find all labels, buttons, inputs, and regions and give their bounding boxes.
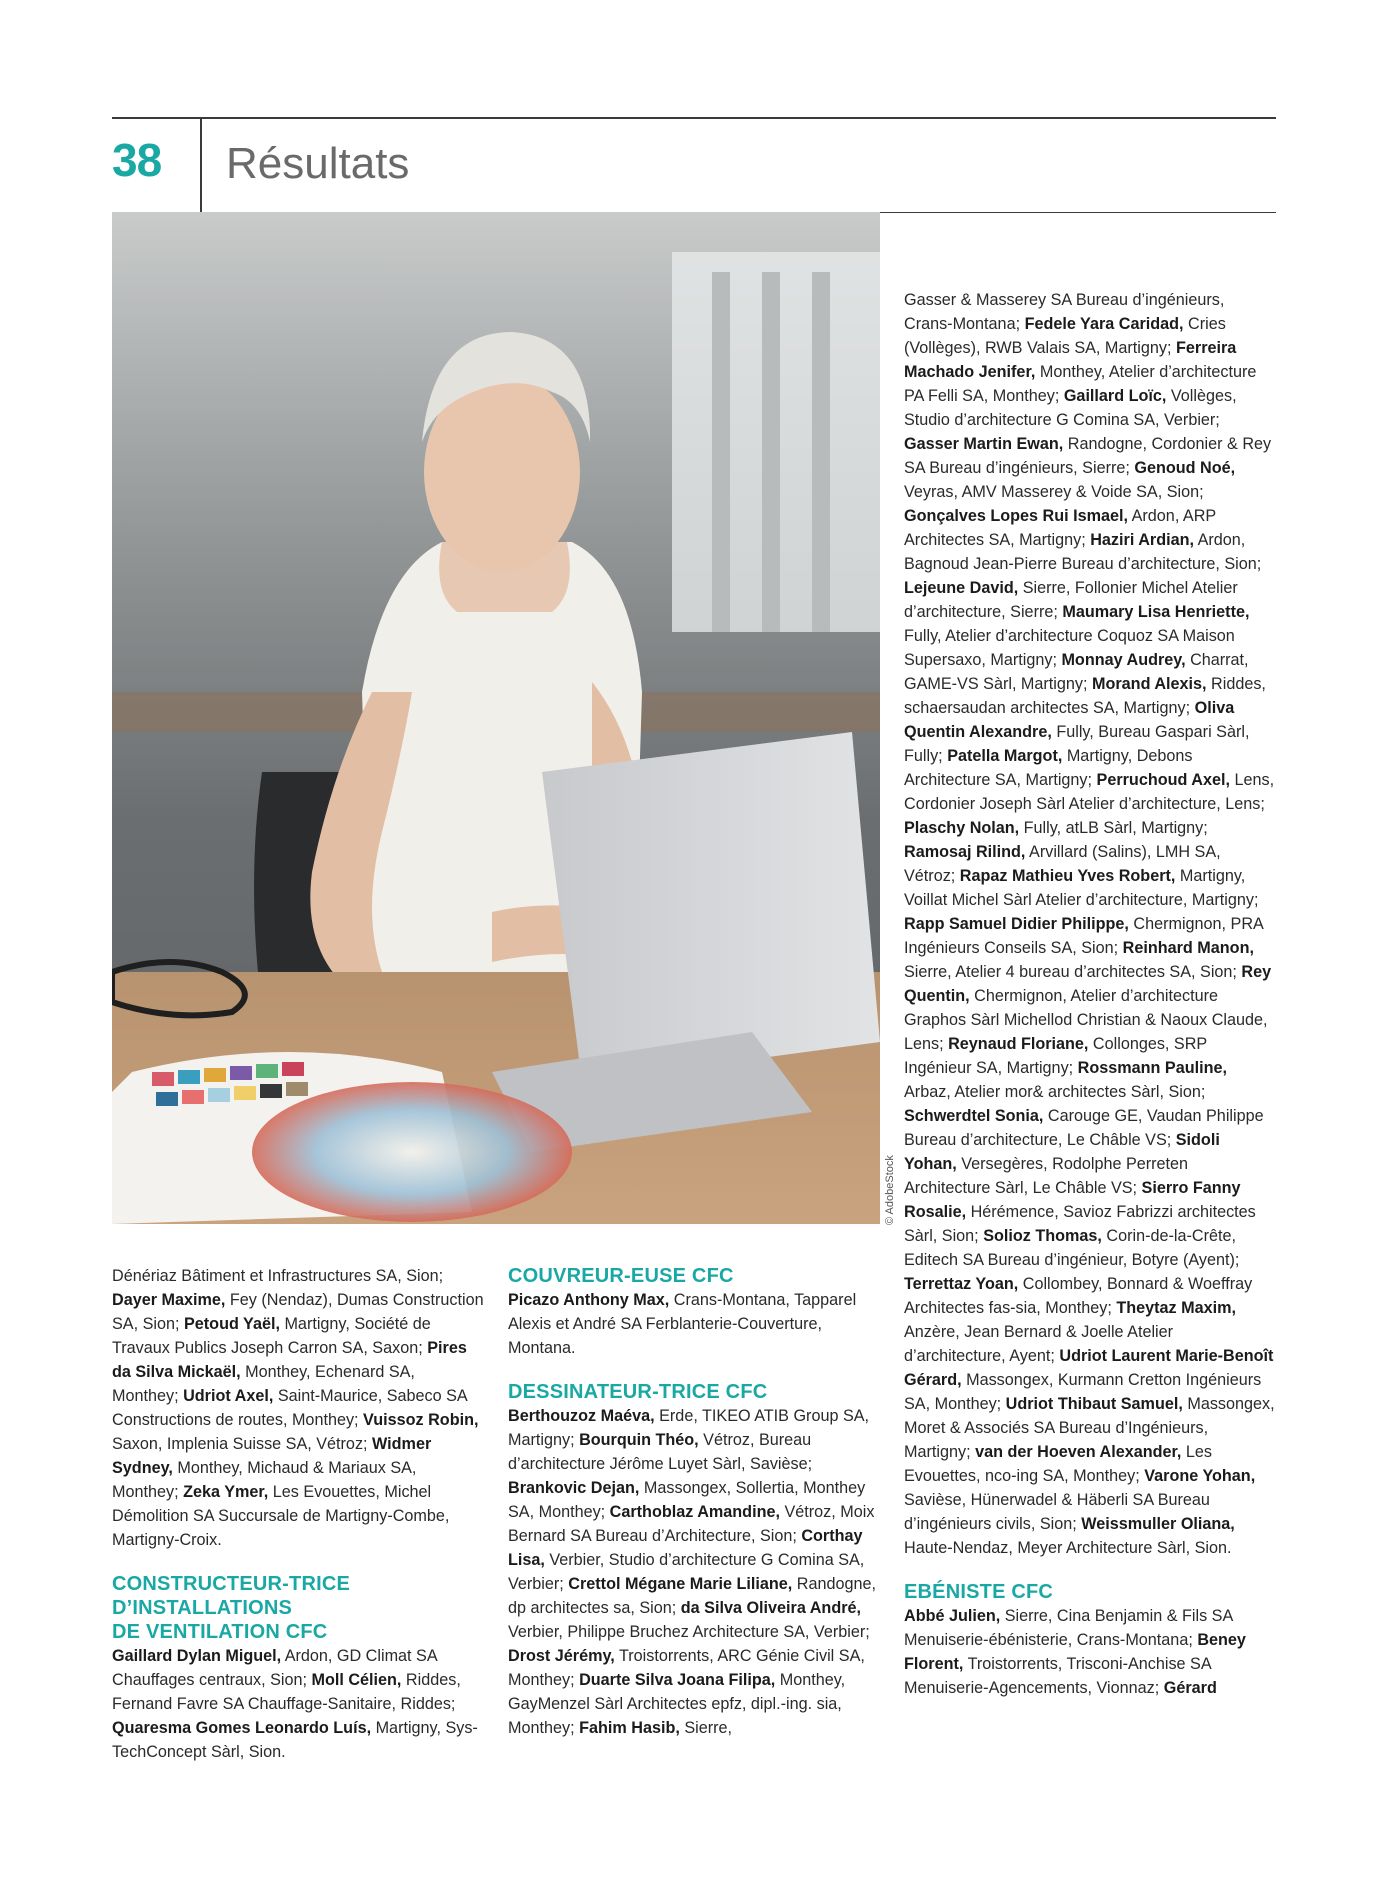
trade-heading-line: EBÉNISTE CFC <box>904 1581 1054 1603</box>
photo-woman-at-laptop <box>112 212 880 1224</box>
trade-heading <box>508 1264 880 1288</box>
location-employer: Hérémence, Savioz Fabrizzi architectes Sàrl, Sion; <box>904 1203 1256 1245</box>
graduate-name: Moll Célien, <box>311 1671 402 1689</box>
location-employer: Riddes, Fernand Favre SA Chauffage-Sanitaire, Riddes; <box>112 1671 461 1713</box>
graduate-name: Rapp Samuel Didier Philippe, <box>904 915 1129 933</box>
graduate-name: Corthay Lisa, <box>508 1527 863 1569</box>
location-employer: Cries (Vollèges), RWB Valais SA, Martigny; <box>904 315 1226 357</box>
text-column-3 <box>904 288 1276 1700</box>
graduate-name: Genoud Noé, <box>1134 459 1236 477</box>
trade-heading-line: DESSINATEUR-TRICE CFC <box>508 1381 768 1403</box>
location-employer: Fully, atLB Sàrl, Martigny; <box>1019 819 1208 837</box>
results-paragraph <box>904 1604 1276 1700</box>
location-employer: Chermignon, PRA Ingénieurs Conseils SA, Sion; <box>904 915 1263 957</box>
graduate-name: Gonçalves Lopes Rui Ismael, <box>904 507 1129 525</box>
location-employer: Gasser & Masserey SA Bureau d’ingénieurs, Crans-Montana; <box>904 291 1225 333</box>
location-employer: Carouge GE, Vaudan Philippe Bureau d’architecture, Le Châble VS; <box>904 1107 1264 1149</box>
graduate-name: Petoud Yaël, <box>183 1315 280 1333</box>
graduate-name: Ferreira Machado Jenifer, <box>904 339 1237 381</box>
location-employer: Vollèges, Studio d’architecture G Comina SA, Verbier; <box>904 387 1237 429</box>
location-employer: Haute-Nendaz, Meyer Architecture Sàrl, Sion. <box>904 1539 1232 1557</box>
graduate-name: Gaillard Dylan Miguel, <box>112 1647 282 1665</box>
graduate-name: Monnay Audrey, <box>1061 651 1186 669</box>
page-number: 38 <box>112 134 162 186</box>
location-employer: Sierre, <box>679 1719 733 1737</box>
location-employer: Collombey, Bonnard & Woeffray Architectes fas-sia, Monthey; <box>904 1275 1253 1317</box>
graduate-name: Sidoli Yohan, <box>904 1131 1220 1173</box>
graduate-name: Duarte Silva Joana Filipa, <box>579 1671 776 1689</box>
location-employer: Ardon, Bagnoud Jean-Pierre Bureau d’architecture, Sion; <box>904 531 1262 573</box>
location-employer: Monthey, Atelier d’architecture PA Felli SA, Monthey; <box>904 363 1257 405</box>
graduate-name: Oliva Quentin Alexandre, <box>904 699 1235 741</box>
graduate-name: Varone Yohan, <box>1144 1467 1256 1485</box>
graduate-name: Zeka Ymer, <box>183 1483 269 1501</box>
graduate-name: Patella Margot, <box>947 747 1063 765</box>
location-employer: Ardon, ARP Architectes SA, Martigny; <box>904 507 1216 549</box>
graduate-name: Haziri Ardian, <box>1090 531 1194 549</box>
graduate-name: Lejeune David, <box>904 579 1019 597</box>
graduate-name: Solioz Thomas, <box>983 1227 1102 1245</box>
location-employer: Fully, Bureau Gaspari Sàrl, Fully; <box>904 723 1250 765</box>
location-employer: Monthey, Echenard SA, Monthey; <box>112 1363 415 1405</box>
graduate-name: Rey Quentin, <box>904 963 1272 1005</box>
trade-heading-line: D’INSTALLATIONS <box>112 1597 293 1619</box>
trade-heading-line: DE VENTILATION CFC <box>112 1621 328 1643</box>
graduate-name: Rossmann Pauline, <box>1077 1059 1227 1077</box>
location-employer: Chermignon, Atelier d’architecture Graphos Sàrl Michellod Christian & Naoux Claude, Lens; <box>904 987 1268 1053</box>
graduate-name: Gaillard Loïc, <box>1063 387 1167 405</box>
location-employer: Massongex, Moret & Associés SA Bureau d’Ingénieurs, Martigny; <box>904 1395 1275 1461</box>
location-employer: Monthey, GayMenzel Sàrl Architectes epfz, dipl.-ing. sia, Monthey; <box>508 1671 846 1737</box>
graduate-name: Gérard <box>1163 1679 1217 1697</box>
location-employer: Randogne, Cordonier & Rey SA Bureau d’ingénieurs, Sierre; <box>904 435 1272 477</box>
location-employer: Lens, Cordonier Joseph Sàrl Atelier d’architecture, Lens; <box>904 771 1275 813</box>
graduate-name: Fahim Hasib, <box>579 1719 680 1737</box>
graduate-name: Vuissoz Robin, <box>363 1411 479 1429</box>
location-employer: Les Evouettes, nco-ing SA, Monthey; <box>904 1443 1213 1485</box>
location-employer: Randogne, dp architectes sa, Sion; <box>508 1575 876 1617</box>
location-employer: Troistorrents, Trisconi-Anchise SA Menuiserie-Agencements, Vionnaz; <box>904 1655 1211 1697</box>
location-employer: Sierre, Follonier Michel Atelier d’architecture, Sierre; <box>904 579 1238 621</box>
location-employer: Massongex, Kurmann Cretton Ingénieurs SA, Monthey; <box>904 1371 1262 1413</box>
text-column-2 <box>508 1264 880 1740</box>
graduate-name: Pires da Silva Mickaël, <box>112 1339 467 1381</box>
graduate-name: Dayer Maxime, <box>112 1291 226 1309</box>
graduate-name: Quaresma Gomes Leonardo Luís, <box>112 1719 372 1737</box>
graduate-name: da Silva Oliveira André, <box>680 1599 862 1617</box>
trade-heading <box>508 1380 880 1404</box>
graduate-name: Maumary Lisa Henriette, <box>1062 603 1250 621</box>
location-employer: Savièse, Hünerwadel & Häberli SA Bureau d’ingénieurs civils, Sion; <box>904 1491 1210 1533</box>
graduate-name: Bourquin Théo, <box>579 1431 699 1449</box>
graduate-name: Schwerdtel Sonia, <box>904 1107 1044 1125</box>
location-employer: Anzère, Jean Bernard & Joelle Atelier d’architecture, Ayent; <box>904 1323 1174 1365</box>
location-employer: Vétroz, Moix Bernard SA Bureau d’Architecture, Sion; <box>508 1503 875 1545</box>
location-employer: Riddes, schaersaudan architectes SA, Martigny; <box>904 675 1266 717</box>
location-employer: Vétroz, Bureau d’architecture Jérôme Luyet Sàrl, Savièse; <box>508 1431 813 1473</box>
graduate-name: Terrettaz Yoan, <box>904 1275 1019 1293</box>
location-employer: Martigny, Sys-TechConcept Sàrl, Sion. <box>112 1719 478 1761</box>
location-employer: Sierre, Atelier 4 bureau d’architectes SA, Sion; <box>904 963 1242 981</box>
graduate-name: Perruchoud Axel, <box>1096 771 1230 789</box>
graduate-name: Picazo Anthony Max, <box>508 1291 670 1309</box>
location-employer: Massongex, Sollertia, Monthey SA, Monthey; <box>508 1479 866 1521</box>
location-employer: Martigny, Debons Architecture SA, Martigny; <box>904 747 1193 789</box>
graduate-name: Beney Florent, <box>904 1631 1246 1673</box>
location-employer: Erde, TIKEO ATIB Group SA, Martigny; <box>508 1407 870 1449</box>
graduate-name: Brankovic Dejan, <box>508 1479 640 1497</box>
results-paragraph <box>112 1644 484 1764</box>
location-employer: Saint-Maurice, Sabeco SA Constructions de routes, Monthey; <box>112 1387 467 1429</box>
location-employer: Les Evouettes, Michel Démolition SA Succursale de Martigny-Combe, Martigny-Croix. <box>112 1483 450 1549</box>
trade-heading-line: CONSTRUCTEUR-TRICE <box>112 1573 351 1595</box>
results-paragraph <box>508 1288 880 1360</box>
location-employer: Arbaz, Atelier mor& architectes Sàrl, Sion; <box>904 1083 1206 1101</box>
location-employer: Veyras, AMV Masserey & Voide SA, Sion; <box>904 483 1204 501</box>
trade-heading-line: COUVREUR-EUSE CFC <box>508 1265 734 1287</box>
location-employer: Charrat, GAME-VS Sàrl, Martigny; <box>904 651 1249 693</box>
graduate-name: Reinhard Manon, <box>1122 939 1254 957</box>
page-header <box>112 117 1276 213</box>
location-employer: Martigny, Voillat Michel Sàrl Atelier d’architecture, Martigny; <box>904 867 1259 909</box>
graduate-name: Theytaz Maxim, <box>1116 1299 1236 1317</box>
location-employer: Ardon, GD Climat SA Chauffages centraux, Sion; <box>112 1647 437 1689</box>
graduate-name: Reynaud Floriane, <box>948 1035 1089 1053</box>
graduate-name: Gasser Martin Ewan, <box>904 435 1064 453</box>
location-employer: Arvillard (Salins), LMH SA, Vétroz; <box>904 843 1221 885</box>
header-divider <box>200 119 202 212</box>
location-employer: Troistorrents, ARC Génie Civil SA, Monthey; <box>508 1647 865 1689</box>
graduate-name: Carthoblaz Amandine, <box>609 1503 780 1521</box>
location-employer: Verbier, Philippe Bruchez Architecture SA, Verbier; <box>508 1623 870 1641</box>
graduate-name: Ramosaj Rilind, <box>904 843 1026 861</box>
graduate-name: Weissmuller Oliana, <box>1081 1515 1235 1533</box>
trade-heading <box>112 1572 484 1644</box>
location-employer: Crans-Montana, Tapparel Alexis et André SA Ferblanterie-Couverture, Montana. <box>508 1291 857 1357</box>
results-paragraph <box>508 1404 880 1740</box>
graduate-name: Plaschy Nolan, <box>904 819 1020 837</box>
location-employer: Versegères, Rodolphe Perreten Architecture Sàrl, Le Châble VS; <box>904 1155 1189 1197</box>
location-employer: Monthey, Michaud & Mariaux SA, Monthey; <box>112 1459 417 1501</box>
graduate-name: Drost Jérémy, <box>508 1647 615 1665</box>
graduate-name: Udriot Laurent Marie-Benoît Gérard, <box>904 1347 1274 1389</box>
location-employer: Saxon, Implenia Suisse SA, Vétroz; <box>112 1435 373 1453</box>
location-employer: Sierre, Cina Benjamin & Fils SA Menuiserie-ébénisterie, Crans-Montana; <box>904 1607 1233 1649</box>
location-employer: Fully, Atelier d’architecture Coquoz SA Maison Supersaxo, Martigny; <box>904 627 1235 669</box>
text-column-1 <box>112 1264 484 1764</box>
graduate-name: Crettol Mégane Marie Liliane, <box>568 1575 793 1593</box>
location-employer: Fey (Nendaz), Dumas Construction SA, Sion; <box>112 1291 484 1333</box>
location-employer: Collonges, SRP Ingénieur SA, Martigny; <box>904 1035 1207 1077</box>
graduate-name: Udriot Axel, <box>183 1387 274 1405</box>
graduate-name: van der Hoeven Alexander, <box>975 1443 1182 1461</box>
location-employer: Dénériaz Bâtiment et Infrastructures SA, Sion; <box>112 1267 444 1285</box>
graduate-name: Rapaz Mathieu Yves Robert, <box>959 867 1176 885</box>
graduate-name: Udriot Thibaut Samuel, <box>1005 1395 1183 1413</box>
photo-credit: © AdobeStock <box>884 1155 896 1225</box>
trade-heading <box>904 1580 1276 1604</box>
location-employer: Verbier, Studio d’architecture G Comina SA, Verbier; <box>508 1551 865 1593</box>
graduate-name: Sierro Fanny Rosalie, <box>904 1179 1241 1221</box>
graduate-name: Abbé Julien, <box>904 1607 1001 1625</box>
graduate-name: Berthouzoz Maéva, <box>508 1407 655 1425</box>
graduate-name: Morand Alexis, <box>1092 675 1207 693</box>
graduate-name: Widmer Sydney, <box>112 1435 432 1477</box>
graduate-name: Fedele Yara Caridad, <box>1024 315 1184 333</box>
location-employer: Corin-de-la-Crête, Editech SA Bureau d’ingénieur, Botyre (Ayent); <box>904 1227 1240 1269</box>
results-paragraph <box>112 1264 484 1552</box>
results-paragraph <box>904 288 1276 1560</box>
location-employer: Martigny, Société de Travaux Publics Joseph Carron SA, Saxon; <box>112 1315 431 1357</box>
section-title: Résultats <box>226 139 410 188</box>
